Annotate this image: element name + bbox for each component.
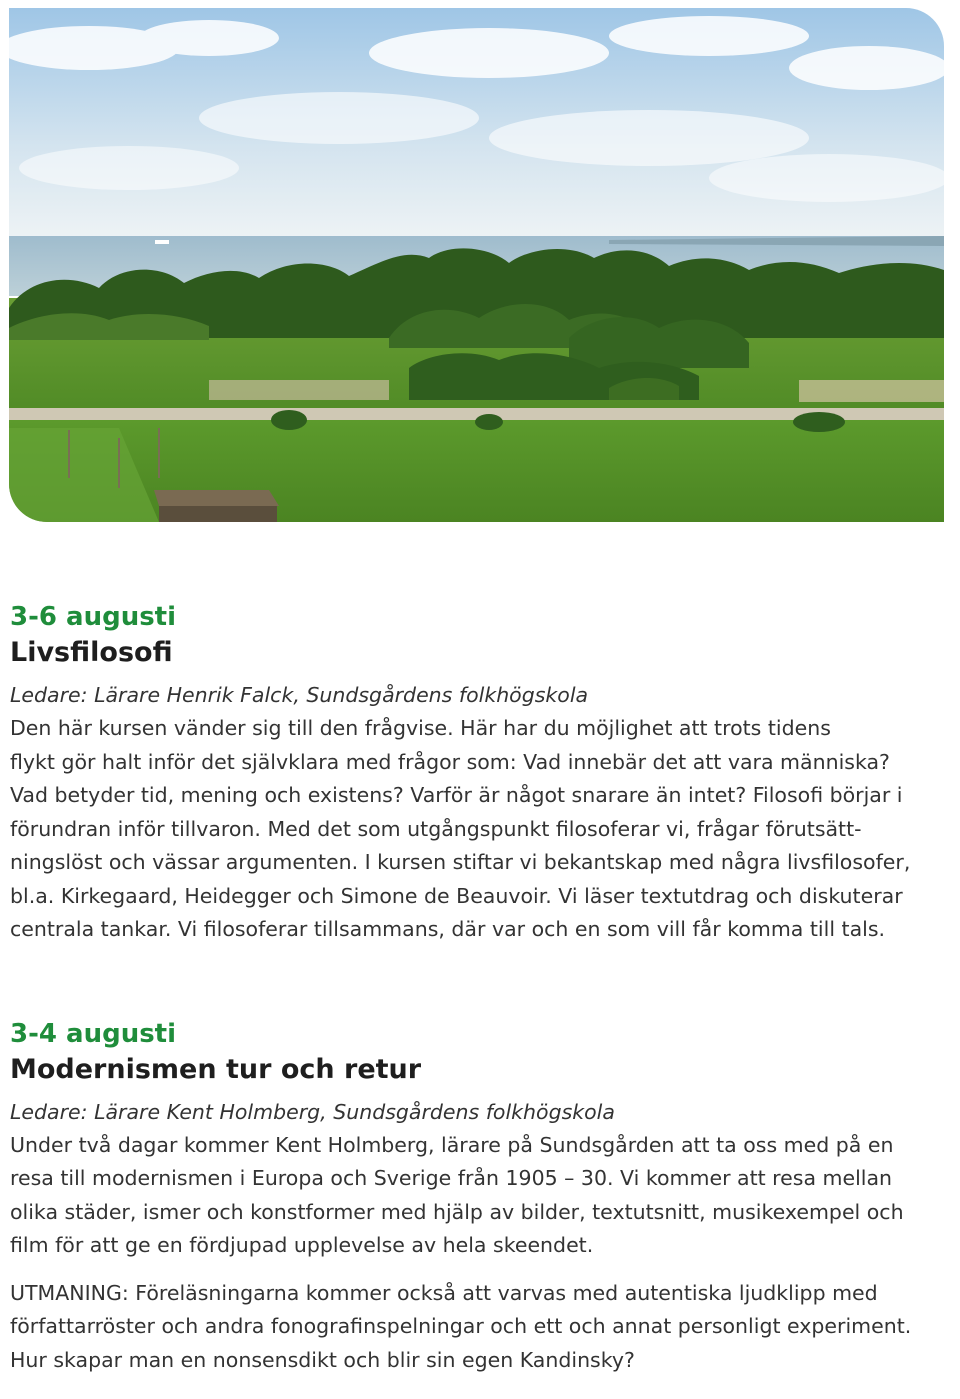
course-challenge (10, 1277, 955, 1378)
boat (155, 240, 169, 244)
course-title: Modernismen tur och retur (10, 1053, 422, 1085)
course-section-modernismen (10, 1017, 955, 1378)
course-leader: Ledare: Lärare Kent Holmberg, Sundsgårdens folkhögskola (10, 1099, 615, 1124)
course-listing (10, 600, 955, 1377)
description-line: Den här kursen vänder sig till den frågvise. Här har du möjlighet att trots tidens (10, 716, 831, 740)
landscape-illustration (9, 8, 944, 522)
description-line: Vad betyder tid, mening och existens? Varför är något snarare än intet? Filosofi börjar i (10, 783, 903, 807)
description-line: film för att ge en fördjupad upplevelse av hela skeendet. (10, 1233, 594, 1257)
landscape-photo (9, 8, 944, 522)
description-line: Under två dagar kommer Kent Holmberg, lärare på Sundsgården att ta oss med på en (10, 1132, 894, 1157)
description-line: bl.a. Kirkegaard, Heidegger och Simone de Beauvoir. Vi läser textutdrag och diskuterar (10, 883, 903, 908)
challenge-line: författarröster och andra fonografinspelningar och ett och annat personligt experiment. (10, 1314, 912, 1338)
challenge-line: UTMANING: Föreläsningarna kommer också att varvas med autentiska ljudklipp med (10, 1280, 878, 1305)
reeds (209, 380, 389, 400)
description-line: resa till modernismen i Europa och Sverige från 1905 – 30. Vi kommer att resa mellan (10, 1166, 893, 1190)
course-section-livsfilosofi (10, 600, 955, 947)
course-date: 3-6 augusti (10, 602, 177, 632)
course-description (10, 712, 955, 947)
challenge-line: Hur skapar man en nonsensdikt och blir sin egen Kandinsky? (10, 1347, 635, 1372)
description-line: ningslöst och vässar argumenten. I kursen stiftar vi bekantskap med några livsfilosofer, (10, 850, 911, 874)
course-leader: Ledare: Lärare Henrik Falck, Sundsgårdens folkhögskola (10, 683, 589, 707)
description-line: centrala tankar. Vi filosoferar tillsammans, där var och en som vill får komma till tals. (10, 917, 886, 941)
description-line: olika städer, ismer och konstformer med hjälp av bilder, textutsnitt, musikexempel och (10, 1199, 904, 1224)
shed (154, 490, 279, 506)
course-description (10, 1129, 955, 1263)
description-line: förundran inför tillvaron. Med det som utgångspunkt filosoferar vi, frågar förutsätt- (10, 816, 862, 841)
course-date: 3-4 augusti (10, 1018, 177, 1049)
course-title: Livsfilosofi (10, 637, 173, 668)
description-line: flykt gör halt inför det självklara med frågor som: Vad innebär det att vara människa? (10, 749, 890, 774)
